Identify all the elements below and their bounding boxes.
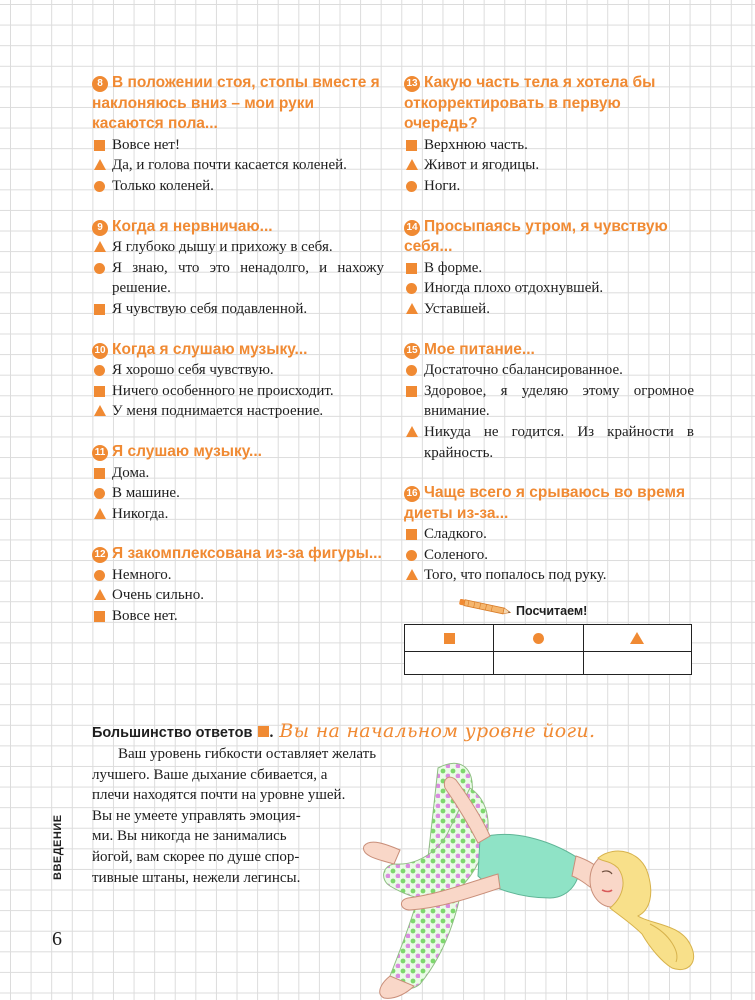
answer-option[interactable] <box>404 524 694 545</box>
result-line: ми. Вы никогда не занимались <box>92 828 287 845</box>
answer-option[interactable] <box>92 258 384 299</box>
yoga-woman-illustration <box>350 748 755 1000</box>
pencil-icon <box>456 599 514 615</box>
result-label: Большинство ответов <box>92 725 253 741</box>
page-number: 6 <box>52 928 62 950</box>
triangle-icon <box>94 508 106 519</box>
square-icon <box>406 263 417 274</box>
answer-option[interactable] <box>92 504 384 525</box>
result-dot: . <box>269 724 274 741</box>
answer-text: Ничего особенного не происходит. <box>112 382 334 399</box>
question-12 <box>92 544 384 626</box>
tally-cell-triangle[interactable] <box>583 652 691 675</box>
question-title <box>92 442 384 463</box>
question-title-text: Я закомплексована из-за фигуры... <box>112 545 382 563</box>
tally-cell-square[interactable] <box>405 652 494 675</box>
question-number-badge: 15 <box>404 343 420 359</box>
answer-text: Дома. <box>112 464 150 481</box>
circle-icon <box>94 488 105 499</box>
answer-text: Соленого. <box>424 546 489 563</box>
calc-label: Посчитаем! <box>516 604 588 618</box>
answer-option[interactable] <box>92 176 384 197</box>
triangle-icon <box>406 569 418 580</box>
answer-option[interactable] <box>404 155 694 176</box>
square-icon <box>94 140 105 151</box>
question-number-badge: 12 <box>92 547 108 563</box>
result-heading: Вы на начальном уровне йоги. <box>279 720 596 742</box>
question-title <box>92 340 384 361</box>
circle-icon <box>406 365 417 376</box>
question-title <box>404 73 694 135</box>
question-title-text: Мое питание... <box>424 340 535 358</box>
answer-option[interactable] <box>92 585 384 606</box>
answer-text: Да, и голова почти касается коленей. <box>112 157 347 174</box>
answer-option[interactable] <box>92 401 384 422</box>
question-number-badge: 13 <box>404 76 420 92</box>
answer-text: У меня поднимается настроение. <box>112 403 324 420</box>
answer-option[interactable] <box>92 360 384 381</box>
circle-icon <box>94 181 105 192</box>
question-16 <box>404 483 694 586</box>
answer-text: Я знаю, что это ненадолго, и нахожу решение. <box>112 259 384 297</box>
circle-icon <box>94 570 105 581</box>
tally-header-circle <box>494 625 583 652</box>
question-title <box>404 340 694 361</box>
result-line: тивные штаны, нежели легинсы. <box>92 869 301 886</box>
result-line: йогой, вам скорее по душе спор- <box>92 848 300 865</box>
answer-option[interactable] <box>404 545 694 566</box>
question-title-text: Какую часть тела я хотела бы откорректировать в первую очередь? <box>404 74 656 133</box>
triangle-icon <box>630 632 644 644</box>
answer-option[interactable] <box>404 299 694 320</box>
question-title <box>92 544 384 565</box>
question-title <box>404 217 694 258</box>
question-title <box>92 217 384 238</box>
questions-right-column <box>404 73 694 606</box>
question-title <box>92 73 384 135</box>
question-title-text: Я слушаю музыку... <box>112 442 262 460</box>
circle-icon <box>94 365 105 376</box>
answer-option[interactable] <box>92 606 384 627</box>
question-8 <box>92 73 384 197</box>
triangle-icon <box>406 426 418 437</box>
circle-icon <box>533 633 544 644</box>
answer-text: Уставшей. <box>424 300 490 317</box>
question-title-text: Когда я слушаю музыку... <box>112 340 308 358</box>
answer-text: Я хорошо себя чувствую. <box>112 362 274 379</box>
question-11 <box>92 442 384 524</box>
answer-text: Достаточно сбалансированное. <box>424 362 623 379</box>
result-line: плечи находятся почти на уровне ушей. <box>92 787 346 804</box>
question-number-badge: 11 <box>92 445 108 461</box>
answer-option[interactable] <box>92 463 384 484</box>
answer-text: Немного. <box>112 566 172 583</box>
questions-left-column <box>92 73 384 647</box>
answer-text: Вовсе нет! <box>112 136 180 153</box>
question-14 <box>404 217 694 320</box>
answer-text: Никуда не годится. Из крайности в крайность. <box>424 423 694 461</box>
answer-text: Ноги. <box>424 177 461 194</box>
question-number-badge: 10 <box>92 343 108 359</box>
question-title-text: Чаще всего я срываюсь во время диеты из-за... <box>404 484 686 522</box>
answer-option[interactable] <box>404 258 694 279</box>
square-icon <box>94 386 105 397</box>
question-number-badge: 16 <box>404 486 420 502</box>
question-9 <box>92 217 384 320</box>
answer-option[interactable] <box>404 278 694 299</box>
triangle-icon <box>94 241 106 252</box>
answer-text: Верхнюю часть. <box>424 136 528 153</box>
section-label-text: ВВЕДЕНИЕ <box>52 814 64 880</box>
answer-option[interactable] <box>404 422 694 463</box>
tally-table <box>404 624 692 675</box>
answer-text: Вовсе нет. <box>112 608 178 625</box>
tally-cell-circle[interactable] <box>494 652 583 675</box>
answer-text: В форме. <box>424 259 483 276</box>
question-title-text: Когда я нервничаю... <box>112 217 273 235</box>
answer-text: Того, что попалось под руку. <box>424 567 607 584</box>
answer-option[interactable] <box>92 237 384 258</box>
answer-text: Я глубоко дышу и прихожу в себя. <box>112 239 333 256</box>
answer-option[interactable] <box>404 135 694 156</box>
question-15 <box>404 340 694 464</box>
question-title-text: Просыпаясь утром, я чувствую себя... <box>404 217 668 256</box>
square-icon <box>94 468 105 479</box>
question-title-text: В положении стоя, стопы вместе я наклоняюсь вниз – мои руки касаются пола... <box>92 74 380 133</box>
triangle-icon <box>94 405 106 416</box>
square-icon <box>94 611 105 622</box>
answer-option[interactable] <box>92 565 384 586</box>
answer-text: Только коленей. <box>112 177 214 194</box>
answer-option[interactable] <box>92 483 384 504</box>
answer-option[interactable] <box>92 155 384 176</box>
square-icon <box>406 529 417 540</box>
answer-option[interactable] <box>92 299 384 320</box>
circle-icon <box>406 283 417 294</box>
answer-text: Очень сильно. <box>112 587 204 604</box>
answer-option[interactable] <box>404 565 694 586</box>
question-10 <box>92 340 384 422</box>
answer-text: В машине. <box>112 485 180 502</box>
answer-text: Сладкого. <box>424 526 487 543</box>
result-line: Вы не умеете управлять эмоция- <box>92 807 301 824</box>
circle-icon <box>94 263 105 274</box>
answer-text: Иногда плохо отдохнувшей. <box>424 280 604 297</box>
question-number-badge: 14 <box>404 220 420 236</box>
square-icon <box>406 140 417 151</box>
tally-header-square <box>405 625 494 652</box>
square-icon <box>94 304 105 315</box>
answer-text: Живот и ягодицы. <box>424 157 540 174</box>
answer-text: Здоровое, я уделяю этому огромное внимание. <box>424 382 694 420</box>
score-tally <box>404 598 694 675</box>
question-13 <box>404 73 694 197</box>
answer-text: Я чувствую себя подавленной. <box>112 300 308 317</box>
triangle-icon <box>94 159 106 170</box>
result-section <box>92 720 702 886</box>
question-number-badge: 8 <box>92 76 108 92</box>
result-line: Ваш уровень гибкости оставляет желать <box>118 746 377 762</box>
result-line: лучшего. Ваше дыхание сбивается, а <box>92 766 328 783</box>
answer-option[interactable] <box>404 360 694 381</box>
question-title <box>404 483 694 524</box>
triangle-icon <box>406 159 418 170</box>
answer-option[interactable] <box>404 176 694 197</box>
result-title <box>92 720 702 744</box>
square-icon <box>258 726 269 737</box>
square-icon <box>406 386 417 397</box>
answer-option[interactable] <box>92 381 384 402</box>
answer-option[interactable] <box>404 381 694 422</box>
square-icon <box>444 633 455 644</box>
question-number-badge: 9 <box>92 220 108 236</box>
answer-text: Никогда. <box>112 505 169 522</box>
circle-icon <box>406 181 417 192</box>
tally-header-triangle <box>583 625 691 652</box>
section-label <box>48 814 68 882</box>
triangle-icon <box>94 589 106 600</box>
triangle-icon <box>406 303 418 314</box>
answer-option[interactable] <box>92 135 384 156</box>
circle-icon <box>406 550 417 561</box>
